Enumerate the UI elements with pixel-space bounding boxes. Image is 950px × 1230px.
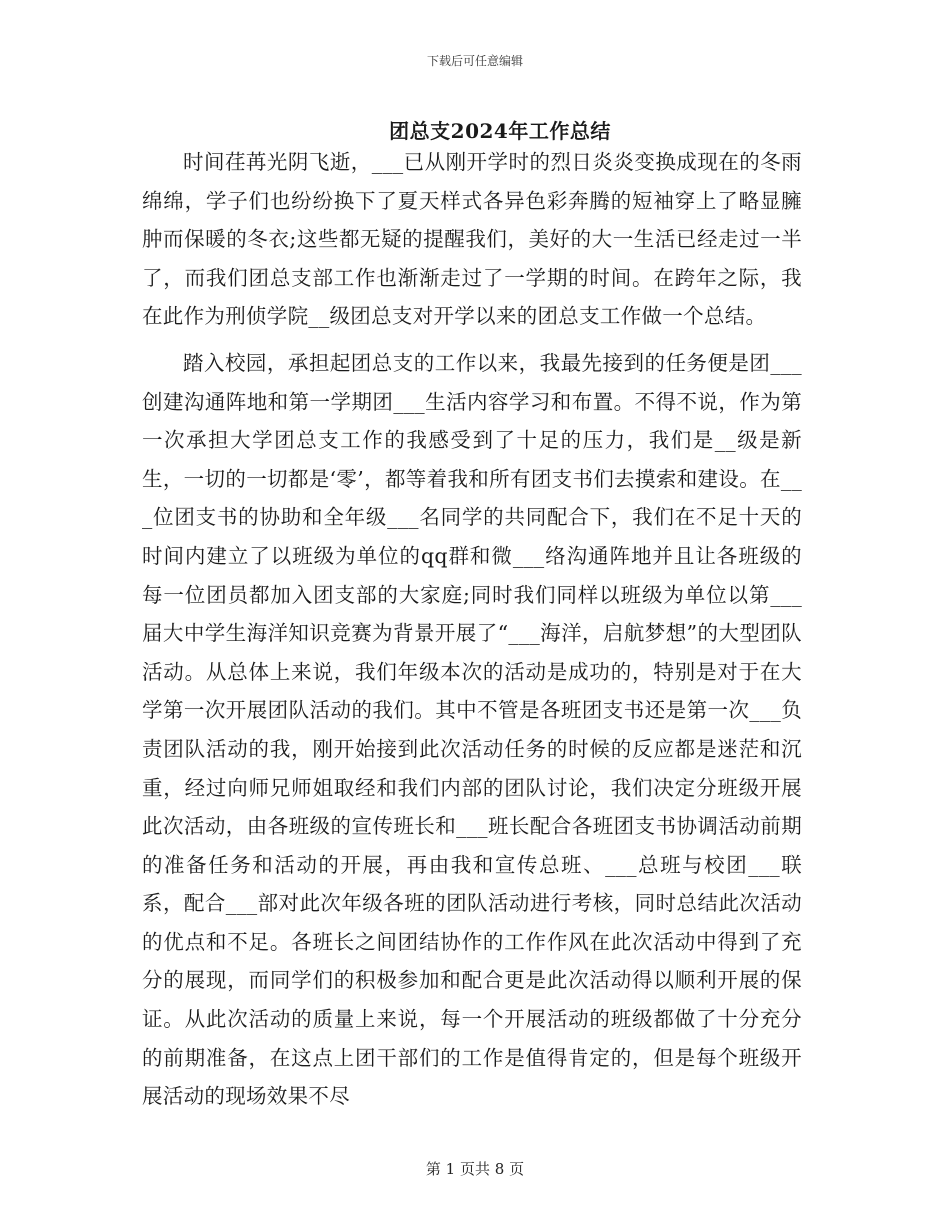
page-header-note: 下载后可任意编辑 xyxy=(426,54,523,68)
page-number: 第 1 页共 8 页 xyxy=(425,1160,525,1178)
body-paragraph: 时间荏苒光阴飞逝，___已从刚开学时的烈日炎炎变换成现在的冬雨绵绵，学子们也纷纷换下了夏天样式各异色彩奔腾的短袖穿上了略显臃肿而保暖的冬衣;这些都无疑的提醒我们，美好的大一生活已经走过一半了，而我们团总支部工作也渐渐走过了一学期的时间。在跨年之际，我在此作为刑侦学院__级团总支对开学以来的团总支工作做一个总结。 xyxy=(142,150,802,329)
document-title: 团总支2024年工作总结 xyxy=(389,119,611,143)
body-paragraph: 踏入校园，承担起团总支的工作以来，我最先接到的任务便是团___创建沟通阵地和第一学期团___生活内容学习和布置。不得不说，作为第一次承担大学团总支工作的我感受到了十足的压力，我们是__级是新生，一切的一切都是‘零’，都等着我和所有团支书们去摸索和建设。在___位团支书的协助和全年级___名同学的共同配合下，我们在不足十天的时间内建立了以班级为单位的qq群和微___络沟通阵地并且让各班级的每一位团员都加入团支部的大家庭;同时我们同样以班级为单位以第___届大中学生海洋知识竞赛为背景开展了“___海洋，启航梦想”的大型团队活动。从总体上来说，我们年级本次的活动是成功的，特别是对于在大学第一次开展团队活动的我们。其中不管是各班团支书还是第一次___负责团队活动的我，刚开始接到此次活动任务的时候的反应都是迷茫和沉重，经过向师兄师姐取经和我们内部的团队讨论，我们决定分班级开展此次活动，由各班级的宣传班长和___班长配合各班团支书协调活动前期的准备任务和活动的开展，再由我和宣传总班、___总班与校团___联系，配合___部对此次年级各班的团队活动进行考核，同时总结此次活动的优点和不足。各班长之间团结协作的工作作风在此次活动中得到了充分的展现，而同学们的积极参加和配合更是此次活动得以顺利开展的保证。从此次活动的质量上来说，每一个开展活动的班级都做了十分充分的前期准备，在这点上团干部们的工作是值得肯定的，但是每个班级开展活动的现场效果不尽 xyxy=(142,350,802,1109)
document-body xyxy=(142,143,802,1124)
